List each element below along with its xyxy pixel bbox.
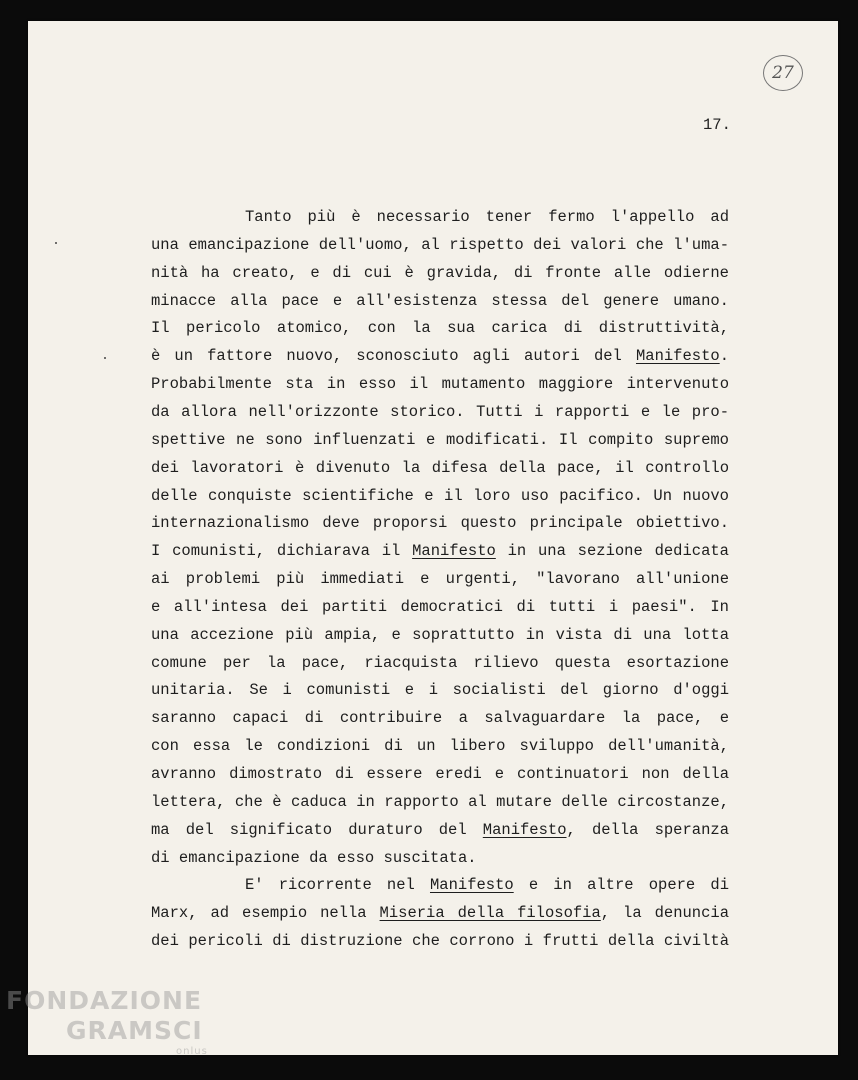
text-segment: con essa le condizioni di un libero sviluppo dell'umanità, <box>151 737 729 755</box>
underlined-title: Manifesto <box>412 542 496 560</box>
text-segment: lettera, che è caduca in rapporto al mutare delle circostanze, <box>151 793 729 811</box>
underlined-title: Manifesto <box>482 821 567 839</box>
text-line <box>151 318 729 338</box>
text-line <box>151 430 729 450</box>
text-line <box>151 346 729 366</box>
text-segment: unitaria. Se i comunisti e i socialisti del giorno d'oggi <box>151 681 729 699</box>
underlined-title: Manifesto <box>429 876 514 894</box>
text-segment: di emancipazione da esso suscitata. <box>151 849 477 867</box>
text-segment: delle conquiste scientifiche e il loro uso pacifico. Un nuovo <box>151 487 729 505</box>
text-segment: spettive ne sono influenzati e modificati. Il compito supremo <box>151 431 729 449</box>
text-line <box>151 569 729 589</box>
text-line <box>151 513 729 533</box>
watermark-line-1: FONDAZIONE <box>6 986 203 1015</box>
text-line <box>151 402 729 422</box>
text-line <box>151 931 729 951</box>
text-line <box>245 875 729 895</box>
text-segment: una emancipazione dell'uomo, al rispetto dei valori che l'uma- <box>151 236 729 254</box>
text-segment: minacce alla pace e all'esistenza stessa del genere umano. <box>151 292 729 310</box>
text-segment: , della speranza <box>566 821 729 839</box>
underlined-title: Miseria della filosofia <box>379 904 601 922</box>
text-segment: ma del significato duraturo del <box>151 821 483 839</box>
text-line <box>151 235 729 255</box>
watermark-logo <box>6 986 208 1058</box>
text-segment: è un fattore nuovo, sconosciuto agli autori del <box>151 347 636 365</box>
text-line <box>151 263 729 283</box>
text-segment: saranno capaci di contribuire a salvaguardare la pace, e <box>151 709 729 727</box>
text-segment: Il pericolo atomico, con la sua carica di distruttività, <box>151 319 729 337</box>
text-line <box>151 736 729 756</box>
text-segment: da allora nell'orizzonte storico. Tutti i rapporti e le pro- <box>151 403 729 421</box>
underlined-title: Manifesto <box>635 347 720 365</box>
paper-speck <box>104 357 106 359</box>
text-segment: E' ricorrente nel <box>245 876 430 894</box>
text-line <box>245 207 729 227</box>
text-segment: dei lavoratori è divenuto la difesa della pace, il controllo <box>151 459 729 477</box>
archive-page-number: 27 <box>763 55 803 91</box>
text-line <box>151 764 729 784</box>
text-segment: . <box>719 347 729 365</box>
text-segment: internazionalismo deve proporsi questo principale obiettivo. <box>151 514 729 532</box>
text-segment: ai problemi più immediati e urgenti, "lavorano all'unione <box>151 570 729 588</box>
text-line <box>151 541 729 561</box>
text-line <box>151 680 729 700</box>
text-line <box>151 291 729 311</box>
paper-speck <box>55 242 57 244</box>
text-line <box>151 486 729 506</box>
text-line <box>151 458 729 478</box>
text-line <box>151 848 729 868</box>
text-segment: una accezione più ampia, e soprattutto in vista di una lotta <box>151 626 729 644</box>
text-segment: in una sezione dedicata <box>495 542 729 560</box>
text-segment: comune per la pace, riacquista rilievo questa esortazione <box>151 654 729 672</box>
text-line <box>151 597 729 617</box>
text-segment: , la denuncia <box>600 904 730 922</box>
page-number: 17. <box>703 116 731 134</box>
text-segment: I comunisti, dichiarava il <box>151 542 413 560</box>
text-segment: Probabilmente sta in esso il mutamento maggiore intervenuto <box>151 375 729 393</box>
text-segment: e all'intesa dei partiti democratici di tutti i paesi". In <box>151 598 729 616</box>
watermark-line-3: onlus <box>176 1046 208 1057</box>
text-segment: avranno dimostrato di essere eredi e continuatori non della <box>151 765 729 783</box>
text-line <box>151 374 729 394</box>
text-segment: e in altre opere di <box>513 876 729 894</box>
text-line <box>151 625 729 645</box>
text-segment: Tanto più è necessario tener fermo l'appello ad <box>245 208 729 226</box>
document-page <box>28 21 838 1055</box>
text-line <box>151 653 729 673</box>
text-line <box>151 820 729 840</box>
watermark-line-2: GRAMSCI <box>66 1016 203 1045</box>
text-line <box>151 903 729 923</box>
text-segment: nità ha creato, e di cui è gravida, di fronte alle odierne <box>151 264 729 282</box>
text-segment: dei pericoli di distruzione che corrono i frutti della civiltà <box>151 932 729 950</box>
text-line <box>151 792 729 812</box>
text-line <box>151 708 729 728</box>
text-segment: Marx, ad esempio nella <box>151 904 380 922</box>
